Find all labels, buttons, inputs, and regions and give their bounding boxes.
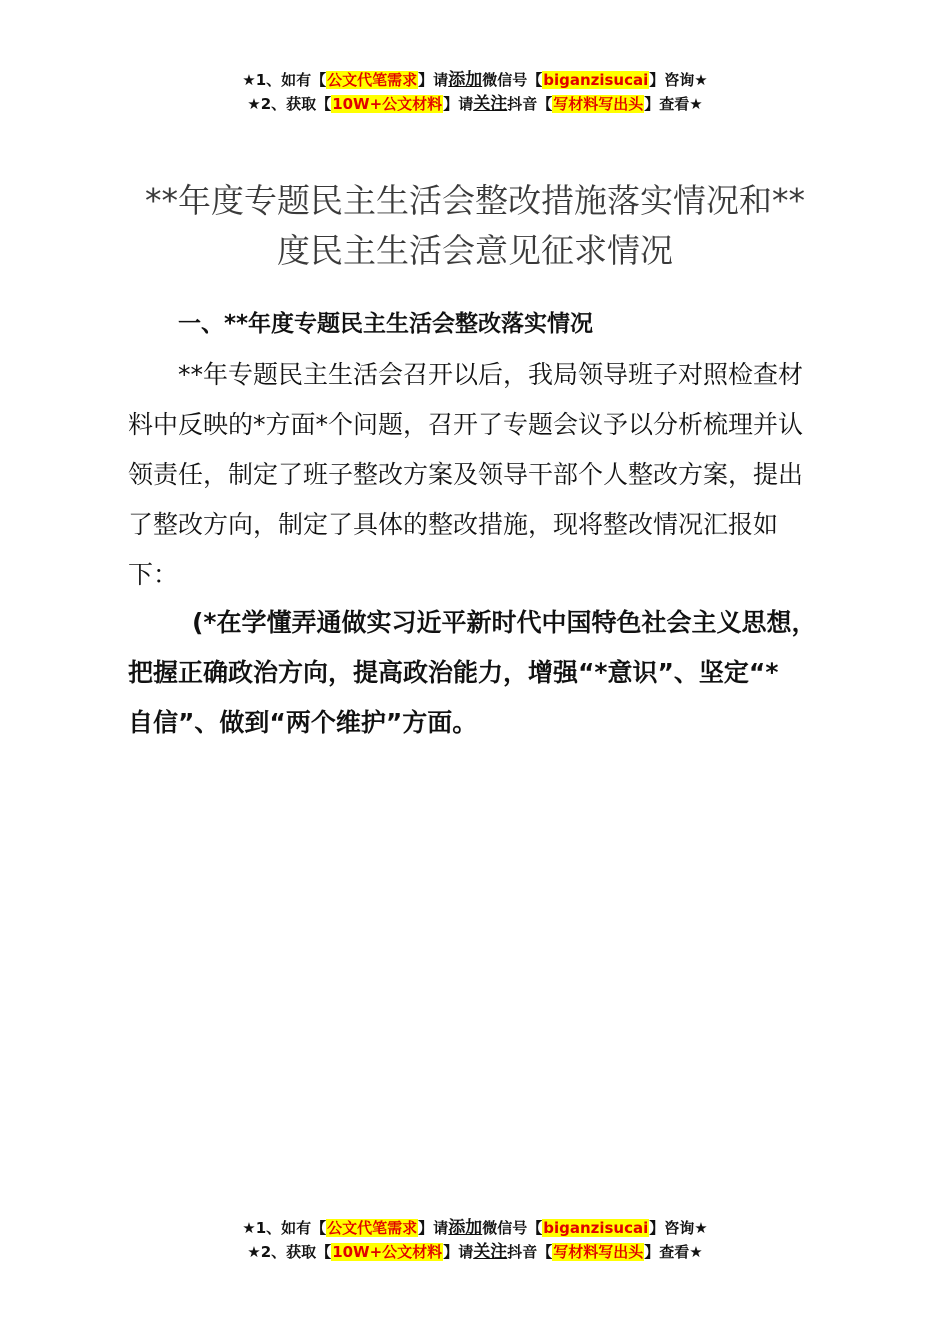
banner-line-1	[0, 68, 950, 92]
banner-text: 】咨询★	[649, 1219, 708, 1237]
banner-text: 抖音【	[507, 95, 553, 113]
banner-text: 】请	[418, 1219, 449, 1237]
document-title	[110, 176, 840, 276]
banner-text: ★1、如有【	[242, 1219, 327, 1237]
paragraph-line: **年专题民主生活会召开以后，我局领导班子对照检查材	[178, 360, 804, 389]
banner-line-2	[0, 1240, 950, 1264]
banner-highlight: 公文代笔需求	[327, 1219, 418, 1237]
banner-highlight: biganzisucai	[543, 71, 649, 89]
banner-underline: 添加	[448, 1218, 483, 1238]
banner-text: ★2、获取【	[247, 95, 332, 113]
paragraph-line: (*在学懂弄通做实习近平新时代中国特色社会主义思想，	[192, 608, 817, 637]
banner-text: 】查看★	[644, 1243, 703, 1261]
banner-text: 微信号【	[482, 1219, 543, 1237]
banner-text: 抖音【	[507, 1243, 553, 1261]
banner-text: 】请	[418, 71, 449, 89]
paragraph-1	[128, 350, 832, 600]
banner-text: 】请	[443, 1243, 474, 1261]
paragraph-line: 领责任，制定了班子整改方案及领导干部个人整改方案，提出	[128, 460, 804, 489]
banner-highlight: 写材料写出头	[553, 95, 644, 113]
header-banner	[0, 68, 950, 116]
banner-highlight: 公文代笔需求	[327, 71, 418, 89]
banner-text: 】查看★	[644, 95, 703, 113]
paragraph-line: 了整改方向，制定了具体的整改措施，现将整改情况汇报如	[128, 510, 779, 539]
banner-text: ★2、获取【	[247, 1243, 332, 1261]
banner-highlight: biganzisucai	[543, 1219, 649, 1237]
banner-underline: 添加	[448, 70, 483, 90]
banner-line-1	[0, 1216, 950, 1240]
paragraph-line: 自信”、做到“两个维护”方面。	[128, 708, 478, 737]
banner-highlight: 写材料写出头	[553, 1243, 644, 1261]
banner-text: 】请	[443, 95, 474, 113]
title-line-2: 度民主生活会意见征求情况	[277, 231, 673, 270]
banner-highlight: 10W+公文材料	[332, 95, 443, 113]
footer-banner	[0, 1216, 950, 1264]
banner-underline: 关注	[473, 1242, 508, 1262]
paragraph-line: 料中反映的*方面*个问题，召开了专题会议予以分析梳理并认	[128, 410, 804, 439]
title-line-1: **年度专题民主生活会整改措施落实情况和**	[145, 181, 805, 220]
banner-line-2	[0, 92, 950, 116]
paragraph-line: 下：	[128, 560, 179, 589]
banner-text: 】咨询★	[649, 71, 708, 89]
paragraph-2	[128, 598, 832, 748]
banner-text: 微信号【	[482, 71, 543, 89]
section-heading: 一、**年度专题民主生活会整改落实情况	[178, 311, 594, 337]
paragraph-line: 把握正确政治方向，提高政治能力，增强“*意识”、坚定“*	[128, 658, 779, 687]
banner-text: ★1、如有【	[242, 71, 327, 89]
banner-highlight: 10W+公文材料	[332, 1243, 443, 1261]
banner-underline: 关注	[473, 94, 508, 114]
